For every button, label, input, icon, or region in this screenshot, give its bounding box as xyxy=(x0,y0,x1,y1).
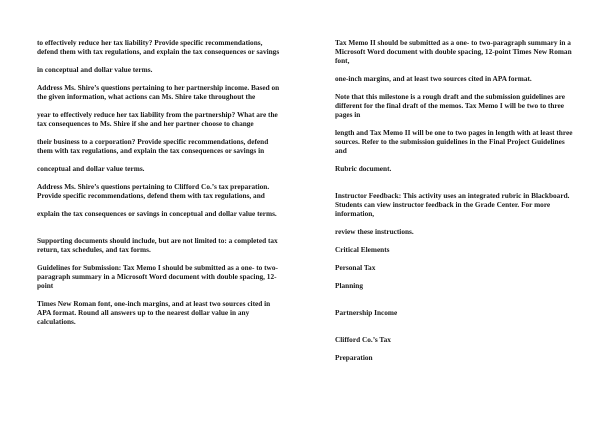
planning-label: Planning xyxy=(335,281,363,290)
right-paragraph-7: review these instructions. xyxy=(335,227,414,236)
right-paragraph-4: length and Tax Memo II will be one to two pages in length with at least three sources. Refer to the submission guidelines in the Final Project Guidelines and xyxy=(335,128,573,155)
clifford-tax-label: Clifford Co.’s Tax xyxy=(335,335,391,344)
right-paragraph-1: Tax Memo II should be submitted as a one- to two-paragraph summary in a Microsoft Word document with double spacing, 12-point Times New Roman font, xyxy=(335,38,572,65)
left-paragraph-4: year to effectively reduce her tax liability from the partnership? What are the tax consequences to Ms. Shire if she and her partner choose to change xyxy=(37,110,278,128)
preparation-label: Preparation xyxy=(335,353,373,362)
left-paragraph-7: Address Ms. Shire’s questions pertaining to Clifford Co.’s tax preparation. Provide specific recommendations, defend them with tax regulations, and xyxy=(37,182,270,200)
left-paragraph-2: in conceptual and dollar value terms. xyxy=(37,65,153,74)
right-paragraph-2: one-inch margins, and at least two sources cited in APA format. xyxy=(335,74,532,83)
partnership-income-label: Partnership Income xyxy=(335,308,398,317)
right-paragraph-5: Rubric document. xyxy=(335,164,392,173)
left-paragraph-10: Guidelines for Submission: Tax Memo I should be submitted as a one- to two-paragraph summary in a Microsoft Word document with double spacing, 12-point xyxy=(37,263,278,290)
left-paragraph-11: Times New Roman font, one-inch margins, and at least two sources cited in APA format. Round all answers up to the nearest dollar value in any calculations. xyxy=(37,299,271,326)
left-paragraph-1: to effectively reduce her tax liability? Provide specific recommendations, defend them with tax regulations, and explain the tax consequences or savings xyxy=(37,38,280,56)
left-column xyxy=(37,38,282,335)
right-column xyxy=(335,38,575,371)
left-paragraph-8: explain the tax consequences or savings in conceptual and dollar value terms. xyxy=(37,209,277,218)
personal-tax-label: Personal Tax xyxy=(335,263,376,272)
right-paragraph-3: Note that this milestone is a rough draft and the submission guidelines are different for the final draft of the memos. Tax Memo I will be two to three pages in xyxy=(335,92,566,119)
right-paragraph-6: Instructor Feedback: This activity uses an integrated rubric in Blackboard. Students can view instructor feedback in the Grade Center. For more information, xyxy=(335,191,570,218)
left-paragraph-9: Supporting documents should include, but are not limited to: a completed tax return, tax schedules, and tax forms. xyxy=(37,236,278,254)
left-paragraph-3: Address Ms. Shire’s questions pertaining to her partnership income. Based on the given information, what actions can Ms. Shire take throughout the xyxy=(37,83,280,101)
left-paragraph-6: conceptual and dollar value terms. xyxy=(37,164,145,173)
critical-elements-heading: Critical Elements xyxy=(335,245,390,254)
left-paragraph-5: their business to a corporation? Provide specific recommendations, defend them with tax regulations, and explain the tax consequences or savings in xyxy=(37,137,269,155)
